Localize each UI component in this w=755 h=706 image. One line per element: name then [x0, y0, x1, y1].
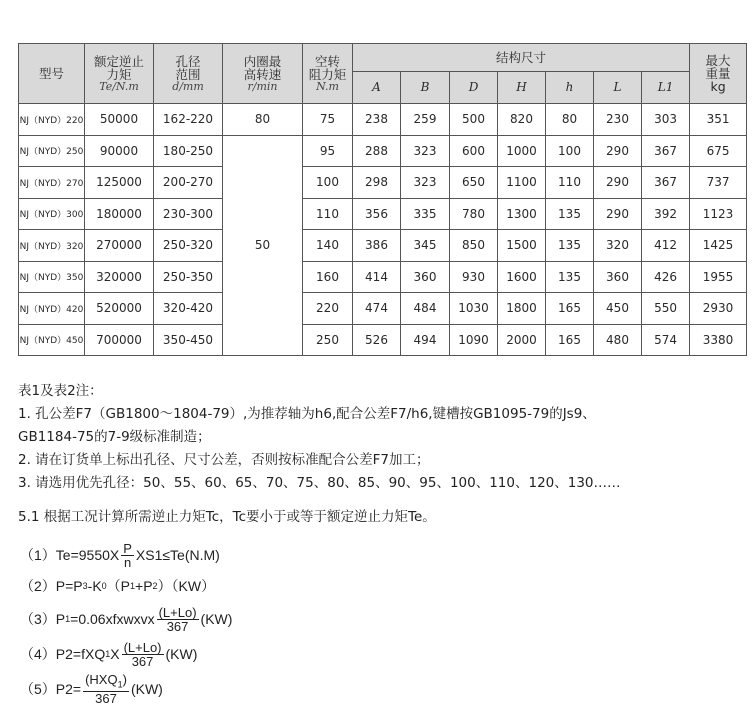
table-cell: 550 — [642, 293, 690, 325]
table-cell: 1090 — [450, 324, 498, 356]
table-cell: NJ（NYD）300 — [19, 198, 85, 230]
table-cell: 230-300 — [154, 198, 223, 230]
table-cell: 100 — [546, 135, 594, 167]
table-cell: 165 — [546, 324, 594, 356]
table-cell: 250-350 — [154, 261, 223, 293]
table-cell: 80 — [546, 104, 594, 136]
formula-5: （5）P2= $\frac{(HXQ_1)}{367}$ (KW) — [20, 671, 163, 706]
fraction: $\frac{(HXQ_1)}{367}$ — [85, 671, 127, 706]
table-cell: 230 — [594, 104, 642, 136]
table-cell: 1600 — [498, 261, 546, 293]
table-cell: 412 — [642, 230, 690, 262]
formula-3: （3）P 1 =0.06xfxwxvx $\frac{(L+Lo)}{367}$ (KW) — [20, 604, 233, 634]
notes-block — [18, 380, 621, 529]
note-1: 1. 孔公差F7（GB1800～1804-79）,为推荐轴为h6,配合公差F7/h6,键槽按GB1095-79的Js9、 — [18, 406, 596, 422]
table-cell: 165 — [546, 293, 594, 325]
table-body — [19, 104, 747, 356]
formula-1: （1）Te=9550X $\frac{P}{n}$ XS1≤Te(N.M) — [20, 540, 220, 570]
table-cell: 520000 — [85, 293, 154, 325]
section-5-1: 5.1 根据工况计算所需逆止力矩Tc，Tc要小于或等于额定逆止力矩Te。 — [18, 509, 436, 525]
table-cell: 238 — [353, 104, 401, 136]
table-cell: 450 — [594, 293, 642, 325]
table-cell: 414 — [353, 261, 401, 293]
table-cell: NJ（NYD）420 — [19, 293, 85, 325]
table-cell: 323 — [401, 135, 450, 167]
header-dim-b: B — [401, 72, 450, 104]
table-cell: NJ（NYD）320 — [19, 230, 85, 262]
table-cell: 356 — [353, 198, 401, 230]
header-dim-a: A — [353, 72, 401, 104]
table-cell: 780 — [450, 198, 498, 230]
note-2: 2. 请在订货单上标出孔径、尺寸公差，否则按标准配合公差F7加工； — [18, 452, 430, 468]
header-bore: 孔径 范围 d/mm — [154, 44, 223, 104]
note-1-cont: GB1184-75的7-9级标准制造； — [18, 429, 211, 445]
table-cell: 125000 — [85, 167, 154, 199]
table-cell: 90000 — [85, 135, 154, 167]
spec-table — [18, 43, 747, 356]
table-cell: 270000 — [85, 230, 154, 262]
table-cell: 2000 — [498, 324, 546, 356]
table-cell: 298 — [353, 167, 401, 199]
table-cell: 290 — [594, 167, 642, 199]
table-cell: 1300 — [498, 198, 546, 230]
table-cell: 335 — [401, 198, 450, 230]
table-cell: 474 — [353, 293, 401, 325]
table-cell: 50000 — [85, 104, 154, 136]
table-cell: NJ（NYD）270 — [19, 167, 85, 199]
table-row — [19, 167, 747, 199]
table-row — [19, 293, 747, 325]
table-cell: 320 — [594, 230, 642, 262]
header-torque: 额定逆止 力矩 Te/N.m — [85, 44, 154, 104]
table-cell: 1425 — [690, 230, 747, 262]
table-cell: 95 — [303, 135, 353, 167]
table-cell: 259 — [401, 104, 450, 136]
table-row — [19, 104, 747, 136]
table-cell: 200-270 — [154, 167, 223, 199]
table-cell: 930 — [450, 261, 498, 293]
header-structure: 结构尺寸 — [353, 44, 690, 72]
table-cell: 350-450 — [154, 324, 223, 356]
table-cell: 484 — [401, 293, 450, 325]
formula-4: （4）P2=fXQ 1 X $\frac{(L+Lo)}{367}$ (KW) — [20, 639, 198, 669]
table-cell: 1123 — [690, 198, 747, 230]
table-cell: 140 — [303, 230, 353, 262]
table-row — [19, 261, 747, 293]
table-cell: 526 — [353, 324, 401, 356]
table-cell: 180000 — [85, 198, 154, 230]
table-cell: 850 — [450, 230, 498, 262]
header-dim-l: L — [594, 72, 642, 104]
table-cell: 250 — [303, 324, 353, 356]
table-cell: NJ（NYD）250 — [19, 135, 85, 167]
table-cell: 1500 — [498, 230, 546, 262]
formula-2: （2）P=P 3 -K 0 （P 1 +P 2 ）（KW） — [20, 578, 216, 594]
table-cell: 574 — [642, 324, 690, 356]
table-cell: 290 — [594, 198, 642, 230]
table-cell: 135 — [546, 261, 594, 293]
table-cell: 360 — [594, 261, 642, 293]
header-dim-h-upper: H — [498, 72, 546, 104]
table-cell: 737 — [690, 167, 747, 199]
table-cell: 250-320 — [154, 230, 223, 262]
table-cell: 480 — [594, 324, 642, 356]
table-cell: 288 — [353, 135, 401, 167]
speed-cell: 80 — [223, 104, 303, 136]
table-cell: 320000 — [85, 261, 154, 293]
table-cell: 290 — [594, 135, 642, 167]
header-model: 型号 — [19, 44, 85, 104]
table-cell: 1000 — [498, 135, 546, 167]
table-row — [19, 198, 747, 230]
table-cell: 1030 — [450, 293, 498, 325]
table-cell: 100 — [303, 167, 353, 199]
table-cell: 2930 — [690, 293, 747, 325]
table-cell: 110 — [303, 198, 353, 230]
table-cell: 162-220 — [154, 104, 223, 136]
table-cell: 392 — [642, 198, 690, 230]
table-cell: 345 — [401, 230, 450, 262]
table-row — [19, 135, 747, 167]
table-cell: 1800 — [498, 293, 546, 325]
table-cell: 220 — [303, 293, 353, 325]
table-cell: 303 — [642, 104, 690, 136]
table-cell: 675 — [690, 135, 747, 167]
header-dim-d: D — [450, 72, 498, 104]
table-row — [19, 230, 747, 262]
table-cell: 600 — [450, 135, 498, 167]
notes-heading: 表1及表2注： — [18, 383, 103, 399]
table-cell: NJ（NYD）450 — [19, 324, 85, 356]
table-cell: 180-250 — [154, 135, 223, 167]
speed-cell: 50 — [223, 135, 303, 356]
table-row — [19, 324, 747, 356]
table-cell: NJ（NYD）350 — [19, 261, 85, 293]
table-cell: 323 — [401, 167, 450, 199]
table-cell: 367 — [642, 167, 690, 199]
table-cell: 320-420 — [154, 293, 223, 325]
table-cell: 135 — [546, 230, 594, 262]
table-cell: 135 — [546, 198, 594, 230]
table-cell: 650 — [450, 167, 498, 199]
fraction: $\frac{(L+Lo)}{367}$ — [123, 639, 162, 669]
table-cell: 426 — [642, 261, 690, 293]
table-cell: 367 — [642, 135, 690, 167]
table-cell: 160 — [303, 261, 353, 293]
header-idle-torque: 空转 阻力矩 N.m — [303, 44, 353, 104]
table-cell: NJ（NYD）220 — [19, 104, 85, 136]
note-3: 3. 请选用优先孔径：50、55、60、65、70、75、80、85、90、95、100、110、120、130…… — [18, 475, 621, 491]
fraction: $\frac{(L+Lo)}{367}$ — [158, 604, 197, 634]
table-cell: 500 — [450, 104, 498, 136]
table-cell: 700000 — [85, 324, 154, 356]
header-dim-l1: L1 — [642, 72, 690, 104]
header-weight: 最大 重量 kg — [690, 44, 747, 104]
table-cell: 386 — [353, 230, 401, 262]
table-cell: 1100 — [498, 167, 546, 199]
table-cell: 494 — [401, 324, 450, 356]
header-dim-h-lower: h — [546, 72, 594, 104]
table-cell: 75 — [303, 104, 353, 136]
table-cell: 820 — [498, 104, 546, 136]
table-cell: 360 — [401, 261, 450, 293]
table-cell: 3380 — [690, 324, 747, 356]
header-speed: 内圈最 高转速 r/min — [223, 44, 303, 104]
table-cell: 1955 — [690, 261, 747, 293]
table-cell: 351 — [690, 104, 747, 136]
table-cell: 110 — [546, 167, 594, 199]
fraction: $\frac{P}{n}$ — [123, 540, 132, 570]
